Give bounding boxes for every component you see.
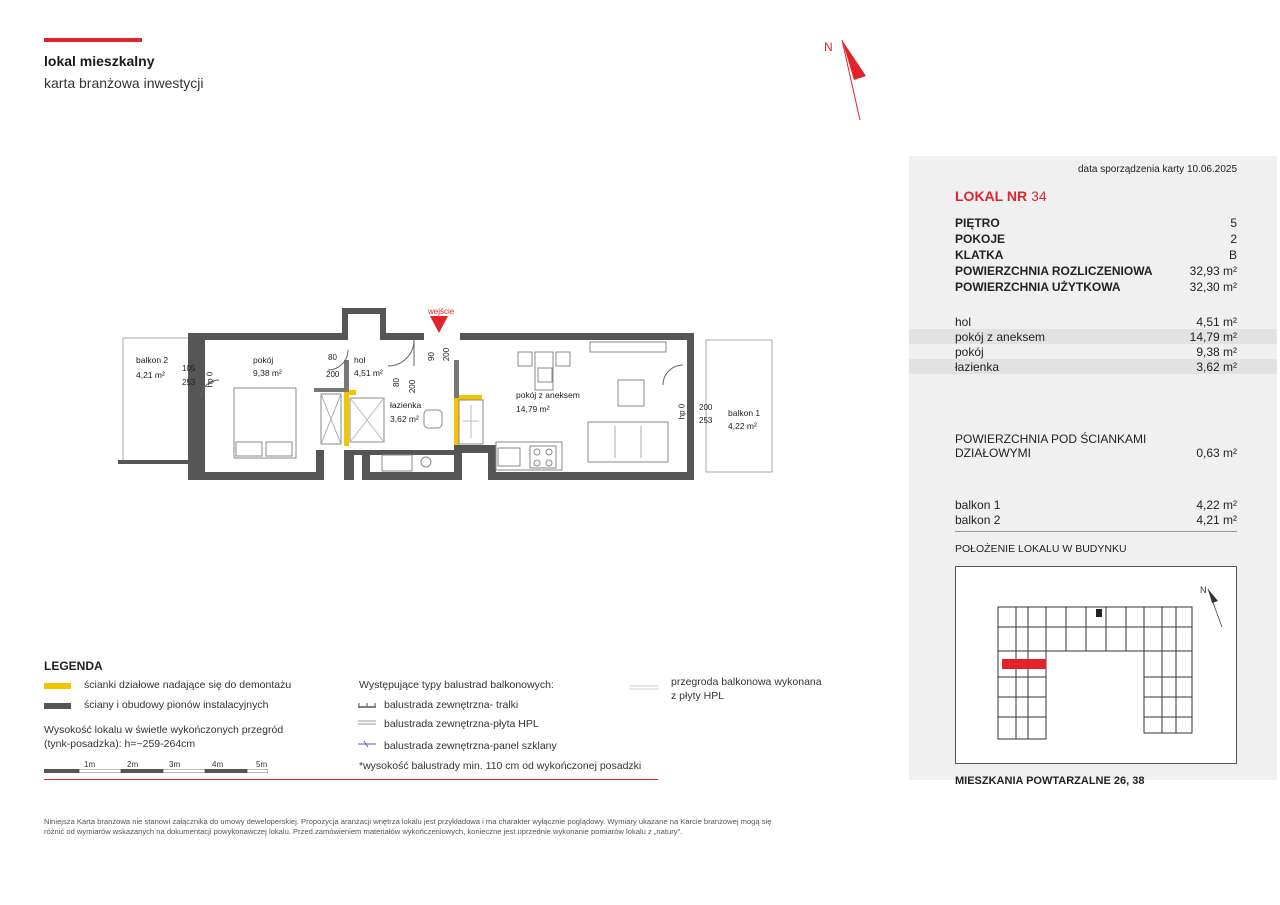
page-subtitle: karta branżowa inwestycji bbox=[44, 75, 204, 91]
building-location-map bbox=[955, 566, 1237, 764]
room-row bbox=[955, 360, 1237, 374]
room-label: pokój z aneksem bbox=[955, 330, 1046, 344]
room-label: pokój bbox=[955, 345, 984, 359]
scale-bar bbox=[44, 769, 268, 773]
under-walls-label-1: POWIERZCHNIA POD ŚCIANKAMI bbox=[955, 432, 1147, 446]
prop-row bbox=[955, 232, 1237, 246]
room-area-pokoj-z-aneksem: 14,79 m² bbox=[516, 404, 550, 414]
dim-200-entry: 200 bbox=[442, 347, 452, 362]
room-label: hol bbox=[955, 315, 972, 329]
scale-label-1m: 1m bbox=[84, 760, 96, 769]
under-walls-row bbox=[955, 446, 1237, 460]
prop-label: POWIERZCHNIA UŻYTKOWA bbox=[955, 280, 1121, 294]
balcony-label: balkon 1 bbox=[955, 498, 1001, 512]
room-name-lazienka: łazienka bbox=[390, 400, 422, 410]
floor-plan bbox=[118, 300, 778, 490]
location-title: POŁOŻENIE LOKALU W BUDYNKU bbox=[955, 543, 1127, 555]
map-compass-label: N bbox=[1200, 585, 1207, 595]
balustrade-glass-icon bbox=[358, 740, 376, 748]
room-value: 14,79 m² bbox=[1189, 330, 1237, 344]
room-value: 3,62 m² bbox=[1196, 360, 1237, 374]
legend-partition-swatch bbox=[44, 683, 71, 689]
lokal-label: LOKAL NR bbox=[955, 188, 1028, 204]
accent-bar bbox=[44, 38, 142, 42]
scale-label-2m: 2m bbox=[127, 760, 139, 769]
dim-200-door: 200 bbox=[326, 370, 340, 379]
dim-105: 105 bbox=[182, 364, 196, 373]
page-title: lokal mieszkalny bbox=[44, 53, 155, 69]
balcony-divider bbox=[955, 531, 1237, 532]
scale-label-4m: 4m bbox=[212, 760, 224, 769]
scale-label-5m: 5m bbox=[256, 760, 268, 769]
prop-value: 32,93 m² bbox=[1189, 264, 1237, 278]
legend-title: LEGENDA bbox=[44, 659, 103, 673]
room-name-hol: hol bbox=[354, 355, 366, 365]
card-date: data sporządzenia karty 10.06.2025 bbox=[1078, 164, 1237, 175]
disclaimer-line-1: Niniejsza Karta branżowa nie stanowi załącznika do umowy deweloperskiej. Propozycja aranżacji wnętrza lokalu jest przykładowa i ma charakter wyłącznie poglądowy. Wymiary ukazane na Karcie branżowej mogą się bbox=[44, 817, 772, 826]
prop-row bbox=[955, 280, 1237, 294]
room-row bbox=[955, 330, 1237, 344]
dim-253-left: 253 bbox=[182, 378, 196, 387]
balustrade-height-note: *wysokość balustrady min. 110 cm od wykończonej posadzki bbox=[359, 760, 642, 772]
dim-hp0-right: hp 0 bbox=[677, 403, 687, 420]
prop-value: 5 bbox=[1230, 216, 1237, 230]
room-name-balkon1: balkon 1 bbox=[728, 408, 761, 418]
disclaimer-line-2: różnić od wymiarów wskazanych na dokumentacji powykonawczej lokalu. Przed zamówieniem materiałów wykończeniowych, konieczne jest uprzednie wykonanie pomiarów lokalu z „natury”. bbox=[44, 826, 683, 836]
balustrade-hpl-label: balustrada zewnętrzna-płyta HPL bbox=[384, 718, 539, 730]
dim-200-right: 200 bbox=[699, 403, 713, 412]
prop-row bbox=[955, 264, 1237, 278]
balustrade-glass-label: balustrada zewnętrzna-panel szklany bbox=[384, 740, 557, 752]
legend-walls-swatch bbox=[44, 703, 71, 709]
balcony-row bbox=[955, 498, 1237, 512]
balcony-value: 4,21 m² bbox=[1196, 513, 1237, 527]
building-plan-drawing bbox=[956, 567, 1236, 763]
scale-label-3m: 3m bbox=[169, 760, 181, 769]
prop-value: B bbox=[1228, 248, 1237, 262]
balcony-label: balkon 2 bbox=[955, 513, 1001, 527]
room-row bbox=[955, 345, 1237, 359]
balcony-value: 4,22 m² bbox=[1196, 498, 1237, 512]
balustrade-hpl-icon bbox=[358, 720, 376, 726]
legend-partition-label: ścianki działowe nadające się do demontażu bbox=[84, 679, 292, 691]
room-value: 4,51 m² bbox=[1196, 315, 1237, 329]
lokal-value: 34 bbox=[1031, 188, 1047, 204]
north-arrow-icon bbox=[820, 34, 870, 124]
hpl-partition-label-2: z płyty HPL bbox=[671, 690, 725, 702]
prop-value: 32,30 m² bbox=[1189, 280, 1237, 294]
dim-hp0-left: hp 0 bbox=[205, 371, 215, 388]
lokal-number bbox=[955, 188, 1047, 204]
prop-label: POKOJE bbox=[955, 232, 1006, 246]
north-label: N bbox=[824, 40, 833, 54]
disclaimer bbox=[44, 817, 864, 836]
balcony-row bbox=[955, 513, 1237, 527]
prop-label: PIĘTRO bbox=[955, 216, 1000, 230]
room-name-balkon2: balkon 2 bbox=[136, 355, 169, 365]
room-name-pokoj-z-aneksem: pokój z aneksem bbox=[516, 390, 580, 400]
entrance-label: wejście bbox=[428, 307, 455, 316]
dim-200-bath: 200 bbox=[408, 379, 418, 394]
dim-90-entry: 90 bbox=[426, 352, 436, 361]
room-name-pokoj: pokój bbox=[253, 355, 274, 365]
prop-label: KLATKA bbox=[955, 248, 1004, 262]
hpl-partition-label-1: przegroda balkonowa wykonana bbox=[671, 676, 822, 688]
under-walls-value: 0,63 m² bbox=[1196, 446, 1237, 460]
dim-80-door: 80 bbox=[328, 353, 337, 362]
room-label: łazienka bbox=[955, 360, 1000, 374]
height-note-2: (tynk-posadzka): h=~259-264cm bbox=[44, 738, 196, 750]
balustrade-tralki-icon bbox=[358, 701, 376, 709]
hpl-partition-icon bbox=[630, 685, 658, 691]
prop-value: 2 bbox=[1230, 232, 1237, 246]
repeated-units-label: MIESZKANIA POWTARZALNE 26, 38 bbox=[955, 775, 1145, 787]
room-value: 9,38 m² bbox=[1196, 345, 1237, 359]
prop-row bbox=[955, 216, 1237, 230]
room-area-hol: 4,51 m² bbox=[354, 368, 383, 378]
room-area-balkon2: 4,21 m² bbox=[136, 370, 165, 380]
floor-plan-drawing bbox=[118, 300, 778, 490]
legend-walls-label: ściany i obudowy pionów instalacyjnych bbox=[84, 699, 269, 711]
room-area-lazienka: 3,62 m² bbox=[390, 414, 419, 424]
dim-253-right: 253 bbox=[699, 416, 713, 425]
balustrade-tralki-label: balustrada zewnętrzna- tralki bbox=[384, 699, 519, 711]
dim-80-bath: 80 bbox=[391, 378, 401, 387]
under-walls-label-2: DZIAŁOWYMI bbox=[955, 446, 1032, 460]
room-row bbox=[955, 315, 1237, 329]
balustrade-title: Występujące typy balustrad balkonowych: bbox=[359, 679, 554, 691]
prop-row bbox=[955, 248, 1237, 262]
room-area-balkon1: 4,22 m² bbox=[728, 421, 757, 431]
room-area-pokoj: 9,38 m² bbox=[253, 368, 282, 378]
prop-label: POWIERZCHNIA ROZLICZENIOWA bbox=[955, 264, 1153, 278]
legend-divider bbox=[44, 779, 658, 780]
height-note-1: Wysokość lokalu w świetle wykończonych przegród bbox=[44, 724, 284, 736]
info-panel bbox=[909, 156, 1277, 787]
